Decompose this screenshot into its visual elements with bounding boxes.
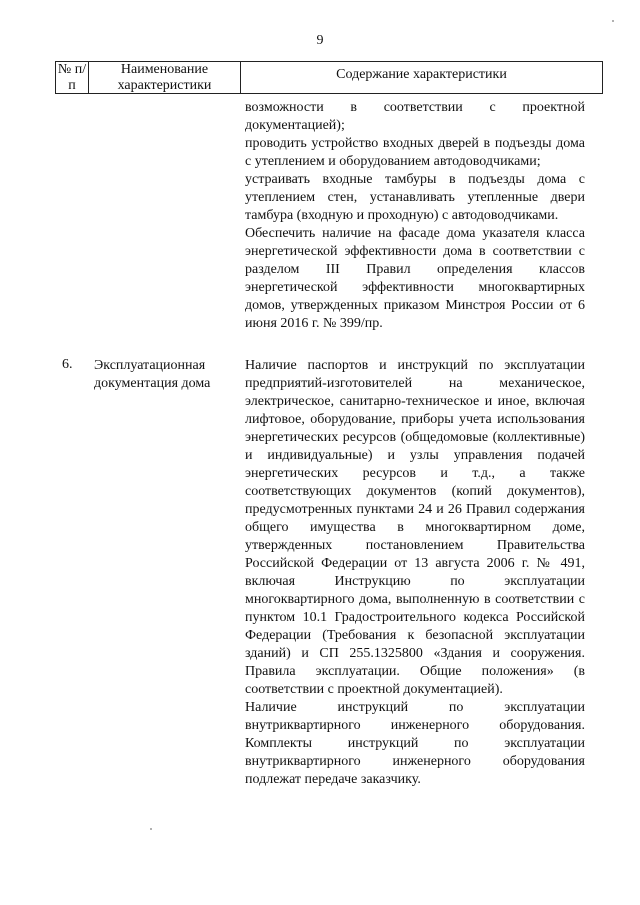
- scan-speck: [612, 20, 614, 22]
- paragraph: проводить устройство входных дверей в подъезды дома с утеплением и оборудованием автодоводчиками;: [245, 136, 585, 169]
- continuation-content: [245, 99, 585, 333]
- row-content: [245, 357, 585, 789]
- paragraph: Наличие инструкций по эксплуатации внутриквартирного инженерного оборудования. Комплекты инструкций по эксплуатации внутриквартирного инженерного оборудования подлежат передаче заказчику.: [245, 700, 585, 787]
- row-number: 6.: [62, 357, 73, 372]
- paragraph: устраивать входные тамбуры в подъезды дома с утеплением стен, устанавливать утепленные двери тамбура (входную и проходную) с автодоводчиками.: [245, 172, 585, 223]
- paragraph: Наличие паспортов и инструкций по эксплуатации предприятий-изготовителей на механическое, электрическое, санитарно-техническое и иное, включая лифтовое, оборудование, приборы учета использования энергетических ресурсов (общедомовые (коллективные) и индивидуальные) и узлы управления подачей энергетических ресурсов и т.д., а также соответствующих документов (копий документов), предусмотренных пунктами 24 и 26 Правил содержания общего имущества в многоквартирном доме, утвержденных постановлением Правительства Российской Федерации от 13 августа 2006 г. № 491, включая Инструкцию по эксплуатации многоквартирного дома, выполненную в соответствии с пунктом 10.1 Градостроительного кодекса Российской Федерации (Требования к безопасной эксплуатации зданий) и СП 255.1325800 «Здания и сооружения. Правила эксплуатации. Общие положения» (в соответствии с проектной документацией).: [245, 358, 585, 697]
- row-name: Эксплуатационная документация дома: [94, 358, 211, 391]
- paragraph: возможности в соответствии с проектной документацией);: [245, 100, 585, 133]
- header-number-column: № п/п: [57, 62, 87, 93]
- header-content-column: Содержание характеристики: [336, 67, 507, 82]
- page-number: 9: [316, 33, 324, 48]
- header-name-column: Наименование характеристики: [117, 62, 212, 93]
- paragraph: Обеспечить наличие на фасаде дома указателя класса энергетической эффективности дома в соответствии с разделом III Правил определения классов энергетической эффективности многоквартирных домов, утвержденных приказом Минстроя России от 6 июня 2016 г. № 399/пр.: [245, 226, 585, 331]
- scan-speck: [150, 828, 152, 830]
